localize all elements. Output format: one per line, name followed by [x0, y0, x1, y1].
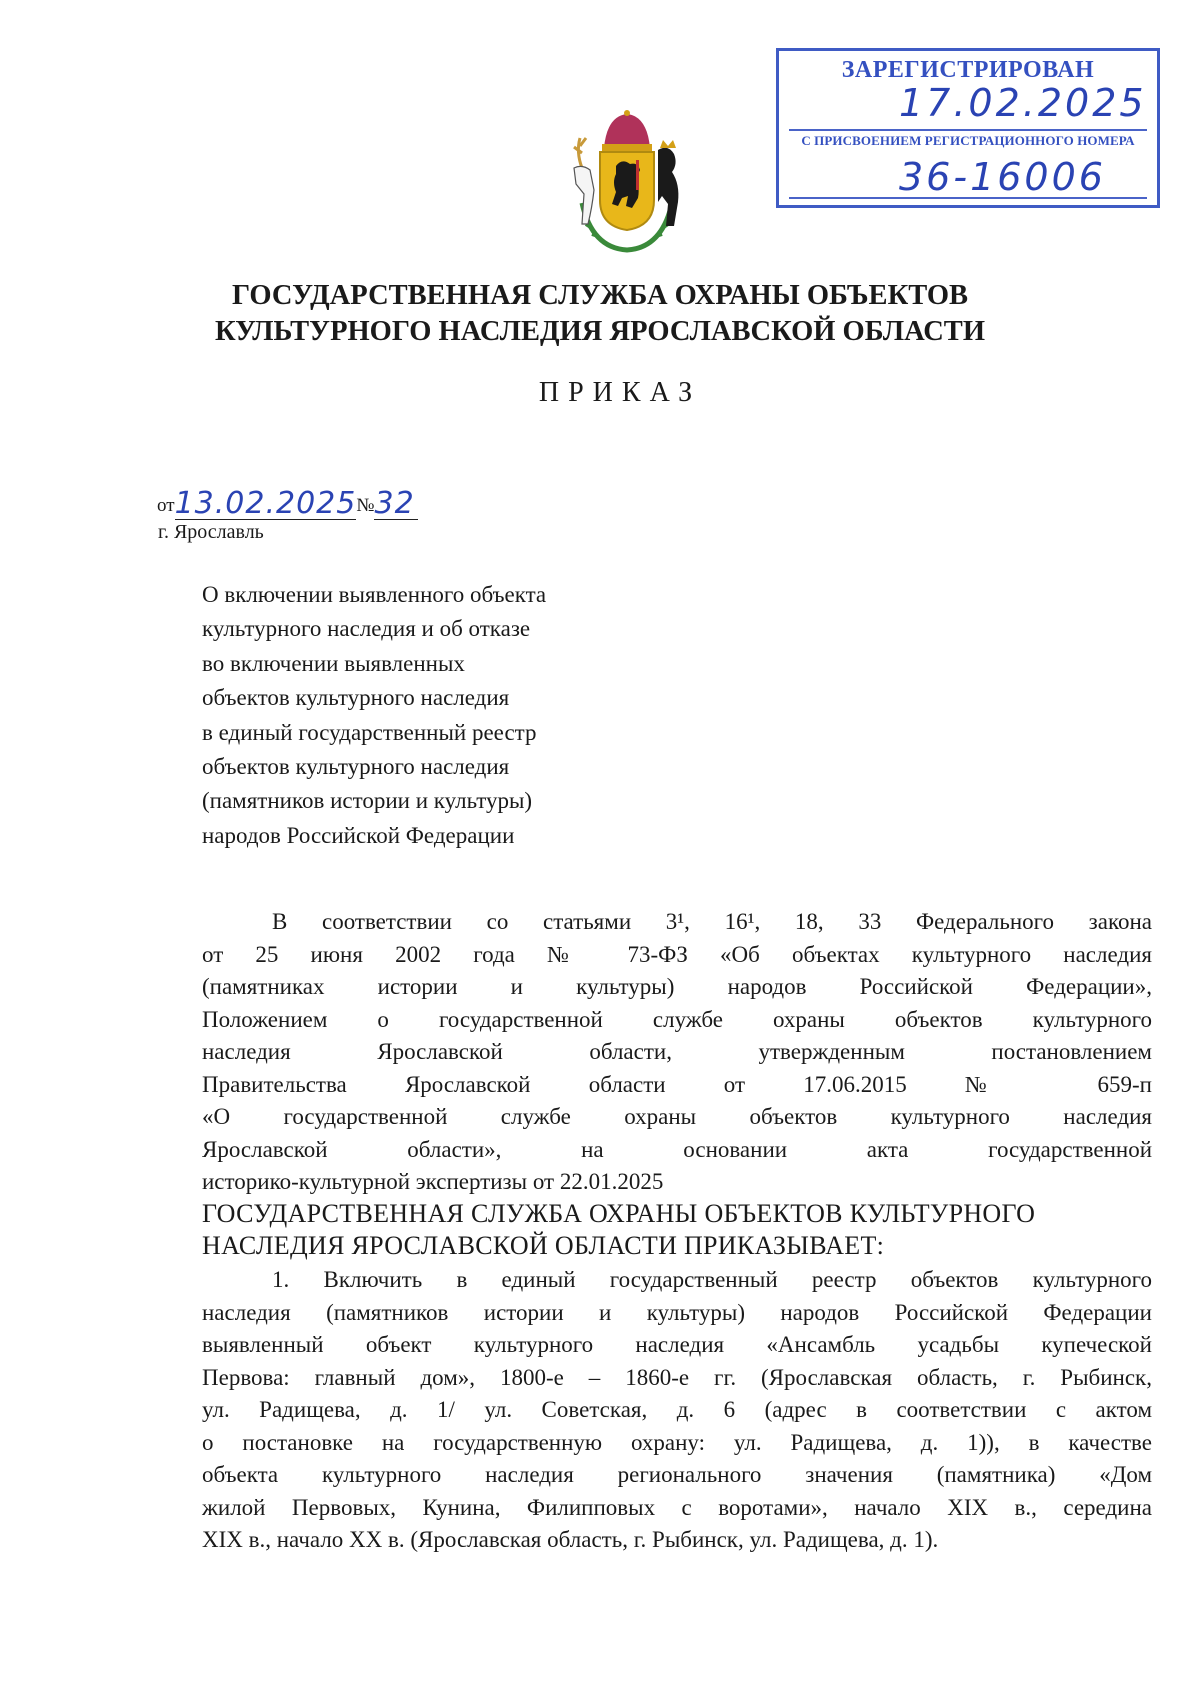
- subject-line: во включении выявленных: [202, 650, 465, 676]
- registration-stamp: [776, 48, 1160, 208]
- preamble-line: «О государственной службе охраны объектов культурного наследия: [202, 1104, 1152, 1129]
- preamble-line: наследия Ярославской области, утвержденным постановлением: [202, 1039, 1152, 1064]
- item-1-line: 1. Включить в единый государственный реестр объектов культурного: [272, 1267, 1152, 1292]
- item-1-line: ул. Радищева, д. 1/ ул. Советская, д. 6 (адрес в соответствии с актом: [202, 1397, 1152, 1422]
- preamble-line: Ярославской области», на основании акта государственной: [202, 1136, 1152, 1162]
- order-subject: [202, 578, 546, 853]
- preamble-line: Правительства Ярославской области от 17.06.2015 № 659-п: [202, 1071, 1152, 1097]
- subject-line: культурного наследия и об отказе: [202, 616, 531, 642]
- document-type: ПРИКАЗ: [538, 377, 702, 408]
- stamp-registration-number: 36-16006: [899, 155, 1106, 199]
- item-1-line: выявленный объект культурного наследия «Ансамбль усадьбы купеческой: [202, 1332, 1152, 1357]
- stamp-date: 17.02.2025: [899, 81, 1147, 125]
- order-number: 32: [374, 486, 415, 521]
- item-1-line: жилой Первовых, Кунина, Филипповых с воротами», начало XIX в., середина: [202, 1494, 1152, 1520]
- subject-line: (памятников истории и культуры): [202, 788, 533, 814]
- order-date: 13.02.2025: [174, 486, 357, 521]
- preamble-line: (памятниках истории и культуры) народов Российской Федерации»,: [202, 974, 1152, 999]
- preamble-line: историко-культурной экспертизы от 22.01.2025: [202, 1169, 664, 1194]
- preamble: [202, 906, 1152, 1199]
- subject-line: О включении выявленного объекта: [202, 582, 547, 607]
- item-1-line: Первова: главный дом», 1800-е – 1860-е гг. (Ярославская область, г. Рыбинск,: [202, 1364, 1152, 1390]
- subject-line: народов Российской Федерации: [202, 822, 515, 848]
- preamble-line: В соответствии со статьями 3¹, 16¹, 18, 33 Федерального закона: [272, 909, 1152, 934]
- item-1-line: объекта культурного наследия регионального значения (памятника) «Дом: [202, 1462, 1152, 1487]
- from-label: от: [157, 495, 175, 516]
- preamble-line: Положением о государственной службе охраны объектов культурного: [202, 1006, 1152, 1032]
- number-label: №: [356, 495, 375, 516]
- organization-name: [0, 278, 1200, 350]
- org-line: ГОСУДАРСТВЕННАЯ СЛУЖБА ОХРАНЫ ОБЪЕКТОВ: [231, 280, 969, 311]
- order-heading-line: НАСЛЕДИЯ ЯРОСЛАВСКОЙ ОБЛАСТИ ПРИКАЗЫВАЕТ:: [202, 1231, 885, 1260]
- subject-line: объектов культурного наследия: [202, 685, 510, 711]
- subject-line: в единый государственный реестр: [202, 719, 537, 745]
- stamp-subtitle: С ПРИСВОЕНИЕМ РЕГИСТРАЦИОННОГО НОМЕРА: [801, 133, 1135, 148]
- order-heading: [202, 1198, 1152, 1262]
- stamp-title: ЗАРЕГИСТРИРОВАН: [841, 57, 1095, 83]
- stamp-divider: [789, 197, 1147, 199]
- city: г. Ярославль: [158, 521, 264, 543]
- item-1: [202, 1264, 1152, 1557]
- org-line: КУЛЬТУРНОГО НАСЛЕДИЯ ЯРОСЛАВСКОЙ ОБЛАСТИ: [214, 316, 985, 347]
- stamp-divider: [789, 129, 1147, 131]
- preamble-line: от 25 июня 2002 года № 73-ФЗ «Об объектах культурного наследия: [202, 941, 1152, 967]
- date-number-line: [157, 484, 418, 520]
- subject-line: объектов культурного наследия: [202, 754, 510, 780]
- item-1-line: наследия (памятников истории и культуры) народов Российской Федерации: [202, 1299, 1152, 1325]
- item-1-line: XIX в., начало XX в. (Ярославская область, г. Рыбинск, ул. Радищева, д. 1).: [202, 1527, 939, 1552]
- coat-of-arms-icon: [552, 108, 702, 258]
- item-1-line: о постановке на государственную охрану: ул. Радищева, д. 1)), в качестве: [202, 1429, 1152, 1455]
- order-heading-line: ГОСУДАРСТВЕННАЯ СЛУЖБА ОХРАНЫ ОБЪЕКТОВ КУЛЬТУРНОГО: [202, 1199, 1036, 1228]
